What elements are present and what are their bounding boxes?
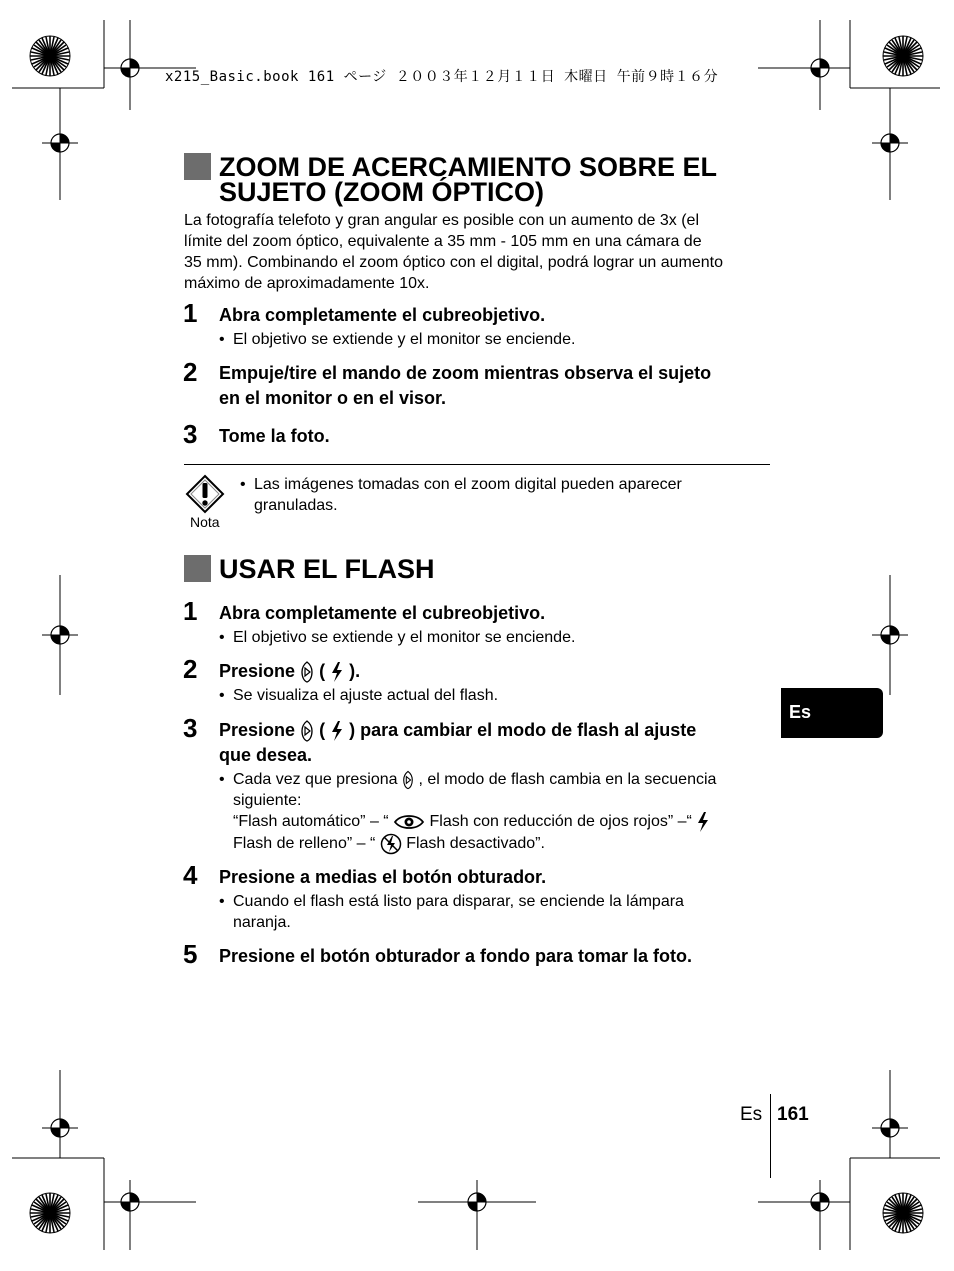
- section-square-icon: [184, 555, 211, 582]
- warning-icon: [185, 474, 225, 514]
- bullet-line: Cuando el flash está listo para disparar, se enciende la lámpara: [233, 893, 684, 910]
- step-text: Abra completamente el cubreobjetivo.: [219, 305, 546, 325]
- bullet-line: siguiente:: [233, 792, 302, 809]
- section-square-icon: [184, 153, 211, 180]
- note-line: granuladas.: [254, 497, 338, 514]
- intro-line: límite del zoom óptico, equivalente a 35 mm - 105 mm en una cámara de: [184, 233, 702, 250]
- arrow-button-icon: [300, 661, 314, 683]
- intro-paragraph: [184, 210, 774, 294]
- bullet-part: Cada vez que presiona: [233, 771, 398, 788]
- bullet-line: [233, 769, 773, 790]
- bullet-dot: •: [219, 331, 225, 348]
- step-number: 2: [183, 357, 198, 387]
- footer-divider: [770, 1094, 771, 1178]
- step-text-part: ).: [349, 661, 361, 681]
- language-tab: [781, 688, 883, 738]
- bullet-text: [233, 891, 773, 933]
- bullet-part: Flash con reducción de ojos rojos” –“: [429, 813, 692, 831]
- flash-icon: [330, 661, 344, 683]
- step-text-line: Empuje/tire el mando de zoom mientras observa el sujeto: [219, 363, 712, 383]
- step-number: 3: [183, 419, 198, 449]
- section-title-line2: SUJETO (ZOOM ÓPTICO): [219, 177, 545, 207]
- step-text-line: que desea.: [219, 745, 313, 765]
- bullet-text: El objetivo se extiende y el monitor se enciende.: [233, 331, 576, 348]
- bullet-part: “Flash automático” – “: [233, 813, 389, 831]
- bullet-part: , el modo de flash cambia en la secuencia: [418, 771, 717, 788]
- note-label: Nota: [190, 514, 220, 530]
- bullet-text: [233, 769, 773, 855]
- bullet-dot: •: [240, 476, 246, 493]
- intro-line: máximo de aproximadamente 10x.: [184, 275, 430, 292]
- bullet-dot: •: [219, 629, 225, 646]
- step-text: Presione el botón obturador a fondo para tomar la foto.: [219, 946, 693, 966]
- step-number: 1: [183, 298, 198, 328]
- bullet-line: [233, 811, 773, 833]
- step-number: 1: [183, 596, 198, 626]
- bullet-dot: •: [219, 687, 225, 704]
- step-text-part: ) para cambiar el modo de flash al ajuste: [349, 720, 697, 740]
- bullet-line: [233, 833, 773, 855]
- bullet-line: naranja.: [233, 914, 291, 931]
- bullet-text: El objetivo se extiende y el monitor se enciende.: [233, 629, 576, 646]
- intro-line: 35 mm). Combinando el zoom óptico con el digital, podrá lograr un aumento: [184, 254, 723, 271]
- step-text-part: (: [319, 720, 326, 740]
- language-tab-label: Es: [789, 702, 812, 722]
- footer-language: Es: [740, 1104, 763, 1125]
- step-number: 4: [183, 860, 198, 890]
- note-divider: [184, 464, 770, 465]
- intro-line: La fotografía telefoto y gran angular es posible con un aumento de 3x (el: [184, 212, 700, 229]
- page-number: 161: [777, 1104, 809, 1125]
- bullet-dot: •: [219, 893, 225, 910]
- print-header: x215_Basic.book 161 ページ ２００３年１２月１１日 木曜日 午前９時１６分: [165, 69, 719, 85]
- bullet-dot: •: [219, 771, 225, 788]
- note-text: [240, 474, 760, 516]
- step-text-part: Presione: [219, 720, 296, 740]
- note-line: Las imágenes tomadas con el zoom digital pueden aparecer: [254, 476, 682, 493]
- arrow-button-icon: [402, 770, 414, 790]
- bullet-part: Flash desactivado”.: [406, 835, 545, 853]
- red-eye-icon: [393, 812, 425, 832]
- step-text: Tome la foto.: [219, 426, 330, 446]
- step-text-part: (: [319, 661, 326, 681]
- flash-icon: [330, 720, 344, 742]
- step-text: [219, 361, 779, 411]
- step-text-line: [219, 718, 779, 743]
- section-title-text: USAR EL FLASH: [219, 554, 435, 584]
- arrow-button-icon: [300, 720, 314, 742]
- step-text: Presione a medias el botón obturador.: [219, 867, 547, 887]
- step-number: 3: [183, 713, 198, 743]
- step-text: [219, 718, 779, 768]
- step-text-line: en el monitor o en el visor.: [219, 388, 447, 408]
- flash-off-icon: [380, 833, 402, 855]
- step-number: 2: [183, 654, 198, 684]
- step-text-part: Presione: [219, 661, 296, 681]
- step-number: 5: [183, 939, 198, 969]
- bullet-part: Flash de relleno” – “: [233, 835, 376, 853]
- step-text: Abra completamente el cubreobjetivo.: [219, 603, 546, 623]
- section-title-line1: ZOOM DE ACERCAMIENTO SOBRE EL: [219, 152, 718, 182]
- flash-icon: [696, 811, 710, 833]
- bullet-text: Se visualiza el ajuste actual del flash.: [233, 687, 499, 704]
- step-text: [219, 659, 779, 684]
